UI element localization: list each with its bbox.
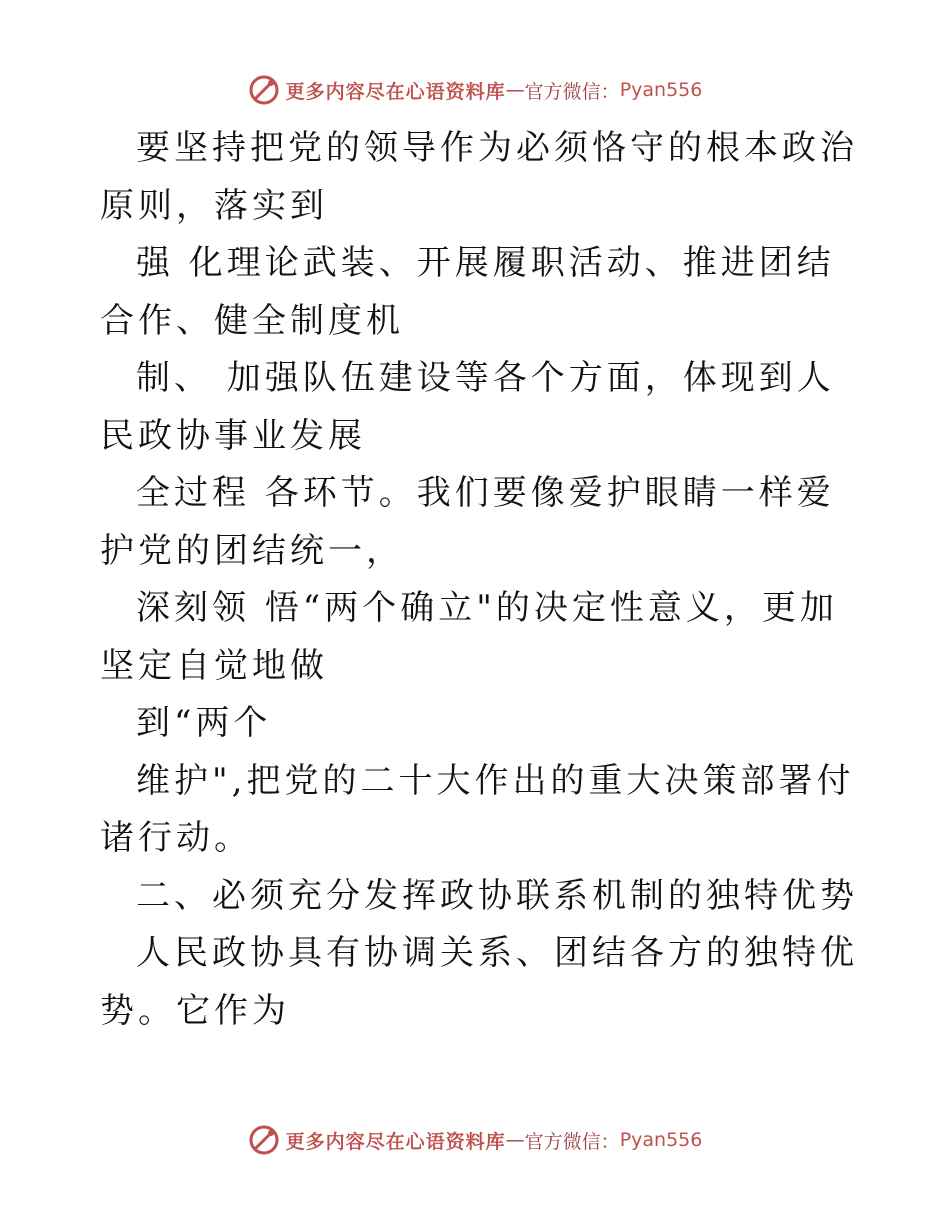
paragraph: 全过程 各环节。我们要像爱护眼睛一样爱护党的团结统一， (100, 473, 835, 571)
logo-icon (248, 1124, 280, 1156)
watermark-wechat-label: 官方微信： (524, 1130, 620, 1153)
watermark-header (0, 72, 950, 108)
watermark-separator: — (505, 1129, 525, 1151)
watermark-footer (0, 1122, 950, 1158)
watermark-wechat-id: Pyan556 (619, 79, 703, 101)
paragraph: 制、 加强队伍建设等各个方面，体现到人民政协事业发展 (100, 358, 835, 456)
logo-icon (248, 74, 280, 106)
watermark-brand: 更多内容尽在心语资料库 (285, 80, 506, 103)
document-body (100, 120, 860, 1040)
paragraph: 强 化理论武装、开展履职活动、推进团结合作、健全制度机 (100, 243, 835, 341)
paragraph: 维护",把党的二十大作出的重大决策部署付诸行动。 (100, 760, 855, 858)
watermark-brand: 更多内容尽在心语资料库 (285, 1130, 506, 1153)
paragraph: 要坚持把党的领导作为必须恪守的根本政治原则，落实到 (100, 128, 858, 226)
watermark-wechat-label: 官方微信： (524, 80, 620, 103)
paragraph: 到“两个 (136, 703, 272, 743)
paragraph: 深刻领 悟“两个确立"的决定性意义，更加坚定自觉地做 (100, 588, 838, 686)
section-heading: 二、必须充分发挥政协联系机制的独特优势 (136, 875, 858, 916)
watermark-wechat-id: Pyan556 (619, 1129, 703, 1151)
paragraph: 人民政协具有协调关系、团结各方的独特优势。它作为 (100, 933, 858, 1031)
watermark-separator: — (505, 79, 525, 101)
